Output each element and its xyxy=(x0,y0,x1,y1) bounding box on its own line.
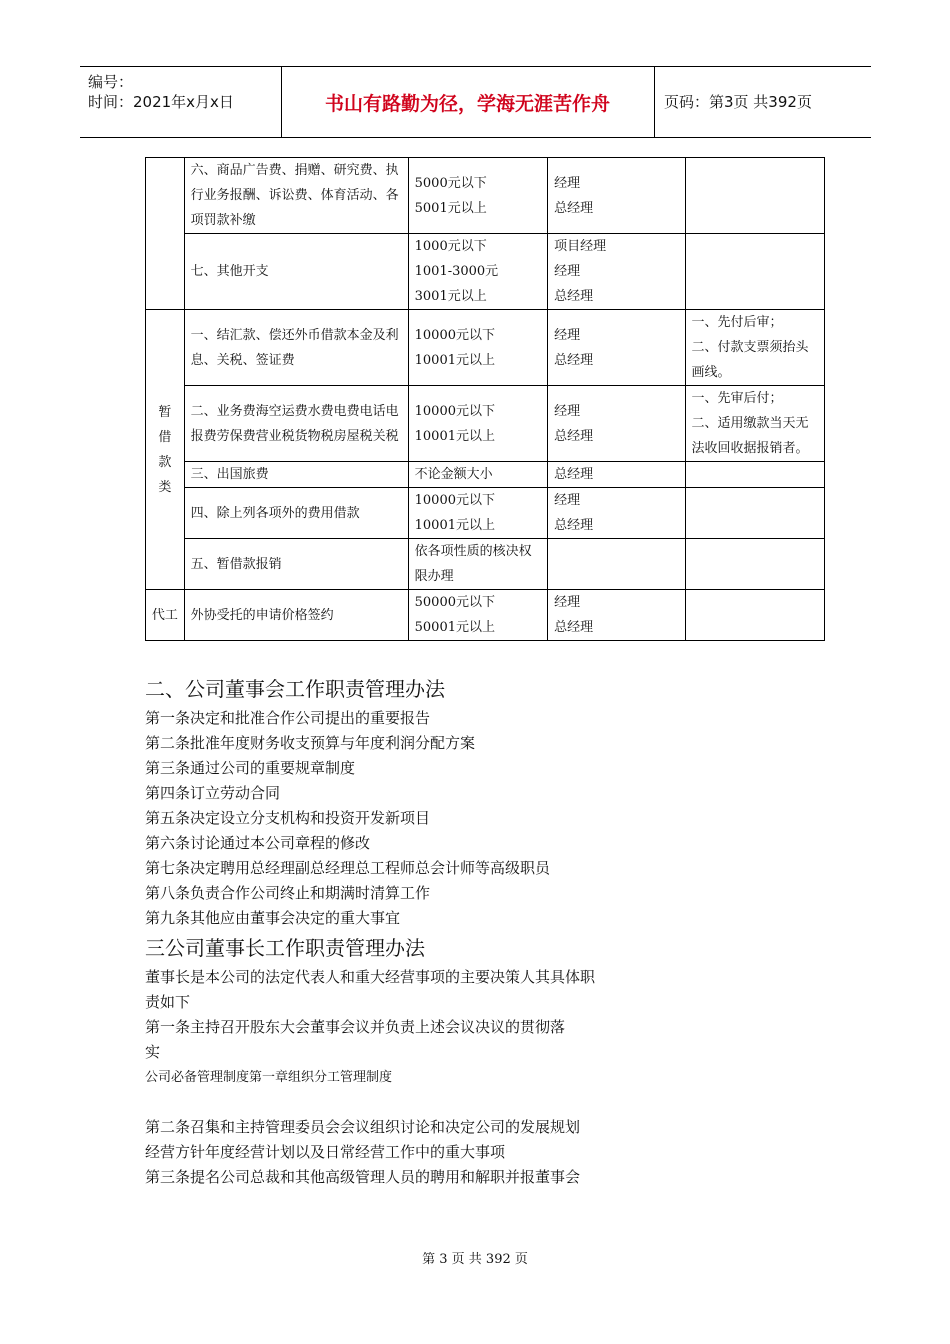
table-row xyxy=(146,158,825,234)
note-line: 二、适用缴款当天无法收回收据报销者。 xyxy=(691,416,809,456)
amount-line: 5001元以上 xyxy=(414,200,487,216)
approver-line: 总经理 xyxy=(554,428,594,444)
section-title: 三公司董事长工作职责管理办法 xyxy=(145,936,425,960)
approver-cell xyxy=(548,386,685,462)
note-cell xyxy=(685,539,825,590)
approver-cell xyxy=(548,234,685,310)
approver-line: 总经理 xyxy=(554,289,594,304)
note-cell xyxy=(685,488,825,539)
amount-cell: 不论金额大小 xyxy=(408,462,547,488)
approver-line: 经理 xyxy=(554,175,581,191)
approver-line: 总经理 xyxy=(554,200,594,216)
approver-cell: 总经理 xyxy=(548,462,685,488)
approver-cell xyxy=(548,158,685,234)
article-line: 第六条讨论通过本公司章程的修改 xyxy=(145,834,371,852)
note-cell xyxy=(685,462,825,488)
article-line: 第七条决定聘用总经理副总经理总工程师总会计师等高级职员 xyxy=(145,859,551,877)
item-cell: 七、其他开支 xyxy=(184,234,408,310)
article-line: 责如下 xyxy=(145,993,191,1011)
amount-cell: 依各项性质的核决权限办理 xyxy=(408,539,547,590)
item-cell: 四、除上列各项外的费用借款 xyxy=(184,488,408,539)
note-line: 一、先付后审； xyxy=(691,315,783,330)
note-cell xyxy=(685,158,825,234)
note-line: 一、先审后付； xyxy=(691,391,783,406)
article-line: 第三条通过公司的重要规章制度 xyxy=(145,759,356,777)
approval-authority-table xyxy=(145,157,825,641)
note-line: 二、付款支票须抬头画线。 xyxy=(691,340,809,380)
approver-line: 总经理 xyxy=(554,620,594,635)
item-cell: 六、商品广告费、捐赠、研究费、执行业务报酬、诉讼费、体育活动、各项罚款补缴 xyxy=(184,158,408,234)
approver-line: 总经理 xyxy=(554,518,594,533)
page-header xyxy=(80,66,871,138)
approver-line: 经理 xyxy=(554,595,581,610)
spacer xyxy=(145,1090,845,1115)
amount-line: 10000元以下 xyxy=(414,493,495,508)
amount-line: 50001元以上 xyxy=(414,620,495,635)
table-row xyxy=(146,462,825,488)
article-line: 第四条订立劳动合同 xyxy=(145,784,281,802)
category-char: 借 xyxy=(158,429,172,445)
item-cell: 二、业务费海空运费水费电费电话电报费劳保费营业税货物税房屋税关税 xyxy=(184,386,408,462)
approver-line: 经理 xyxy=(554,327,581,343)
amount-line: 1000元以下 xyxy=(414,239,487,254)
amount-cell xyxy=(408,590,547,641)
approver-line: 经理 xyxy=(554,493,581,508)
amount-line: 50000元以下 xyxy=(414,595,495,610)
note-cell xyxy=(685,310,825,386)
approver-line: 经理 xyxy=(554,264,581,279)
amount-line: 10000元以下 xyxy=(414,327,495,343)
category-cell-empty xyxy=(146,158,185,310)
table-row xyxy=(146,590,825,641)
amount-line: 5000元以下 xyxy=(414,175,487,191)
article-line: 第二条批准年度财务收支预算与年度利润分配方案 xyxy=(145,734,476,752)
amount-line: 1001-3000元 xyxy=(414,264,499,279)
header-motto: 书山有路勤为径，学海无涯苦作舟 xyxy=(281,67,655,137)
amount-line: 10001元以上 xyxy=(414,352,495,368)
page-footer: 第 3 页 共 392 页 xyxy=(422,1252,528,1267)
category-cell-outsourcing: 代工 xyxy=(146,590,185,641)
item-cell: 三、出国旅费 xyxy=(184,462,408,488)
amount-cell xyxy=(408,310,547,386)
article-line: 实 xyxy=(145,1043,161,1061)
article-line: 第八条负责合作公司终止和期满时清算工作 xyxy=(145,884,431,902)
note-cell xyxy=(685,386,825,462)
amount-cell xyxy=(408,158,547,234)
category-cell-loan xyxy=(146,310,185,590)
article-line: 第一条主持召开股东大会董事会议并负责上述会议决议的贯彻落 xyxy=(145,1018,566,1036)
amount-cell xyxy=(408,386,547,462)
approver-cell xyxy=(548,488,685,539)
page-number-label: 页码：第3页 共392页 xyxy=(664,93,812,111)
amount-cell xyxy=(408,234,547,310)
time-label: 时间：2021年x月x日 xyxy=(88,93,234,111)
approver-cell xyxy=(548,539,685,590)
header-meta xyxy=(80,67,282,137)
table-row xyxy=(146,488,825,539)
amount-line: 10001元以上 xyxy=(414,518,495,533)
article-line: 董事长是本公司的法定代表人和重大经营事项的主要决策人其具体职 xyxy=(145,968,596,986)
table-row xyxy=(146,234,825,310)
amount-line: 10001元以上 xyxy=(414,428,495,444)
amount-line: 3001元以上 xyxy=(414,289,487,304)
approver-cell xyxy=(548,310,685,386)
approver-line: 总经理 xyxy=(554,352,594,368)
chapter-note: 公司必备管理制度第一章组织分工管理制度 xyxy=(145,1070,393,1085)
amount-cell xyxy=(408,488,547,539)
article-line: 第三条提名公司总裁和其他高级管理人员的聘用和解职并报董事会 xyxy=(145,1168,581,1186)
article-line: 经营方针年度经营计划以及日常经营工作中的重大事项 xyxy=(145,1143,506,1161)
item-cell: 一、结汇款、偿还外币借款本金及利息、关税、签证费 xyxy=(184,310,408,386)
section-title: 二、公司董事会工作职责管理办法 xyxy=(145,677,445,701)
table-row xyxy=(146,539,825,590)
article-line: 第五条决定设立分支机构和投资开发新项目 xyxy=(145,809,431,827)
table-row xyxy=(146,386,825,462)
note-cell xyxy=(685,590,825,641)
article-line: 第二条召集和主持管理委员会会议组织讨论和决定公司的发展规划 xyxy=(145,1118,581,1136)
item-cell: 外协受托的申请价格签约 xyxy=(184,590,408,641)
category-char: 类 xyxy=(158,479,172,495)
approver-line: 经理 xyxy=(554,403,581,419)
approver-line: 项目经理 xyxy=(554,239,607,254)
category-char: 款 xyxy=(158,454,172,470)
amount-line: 10000元以下 xyxy=(414,403,495,419)
category-char: 暂 xyxy=(158,404,172,420)
note-cell xyxy=(685,234,825,310)
table-row xyxy=(146,310,825,386)
item-cell: 五、暂借款报销 xyxy=(184,539,408,590)
article-line: 第九条其他应由董事会决定的重大事宜 xyxy=(145,909,401,927)
article-line: 第一条决定和批准合作公司提出的重要报告 xyxy=(145,709,431,727)
code-label: 编号： xyxy=(88,73,134,91)
approver-cell xyxy=(548,590,685,641)
document-body xyxy=(145,672,845,1190)
